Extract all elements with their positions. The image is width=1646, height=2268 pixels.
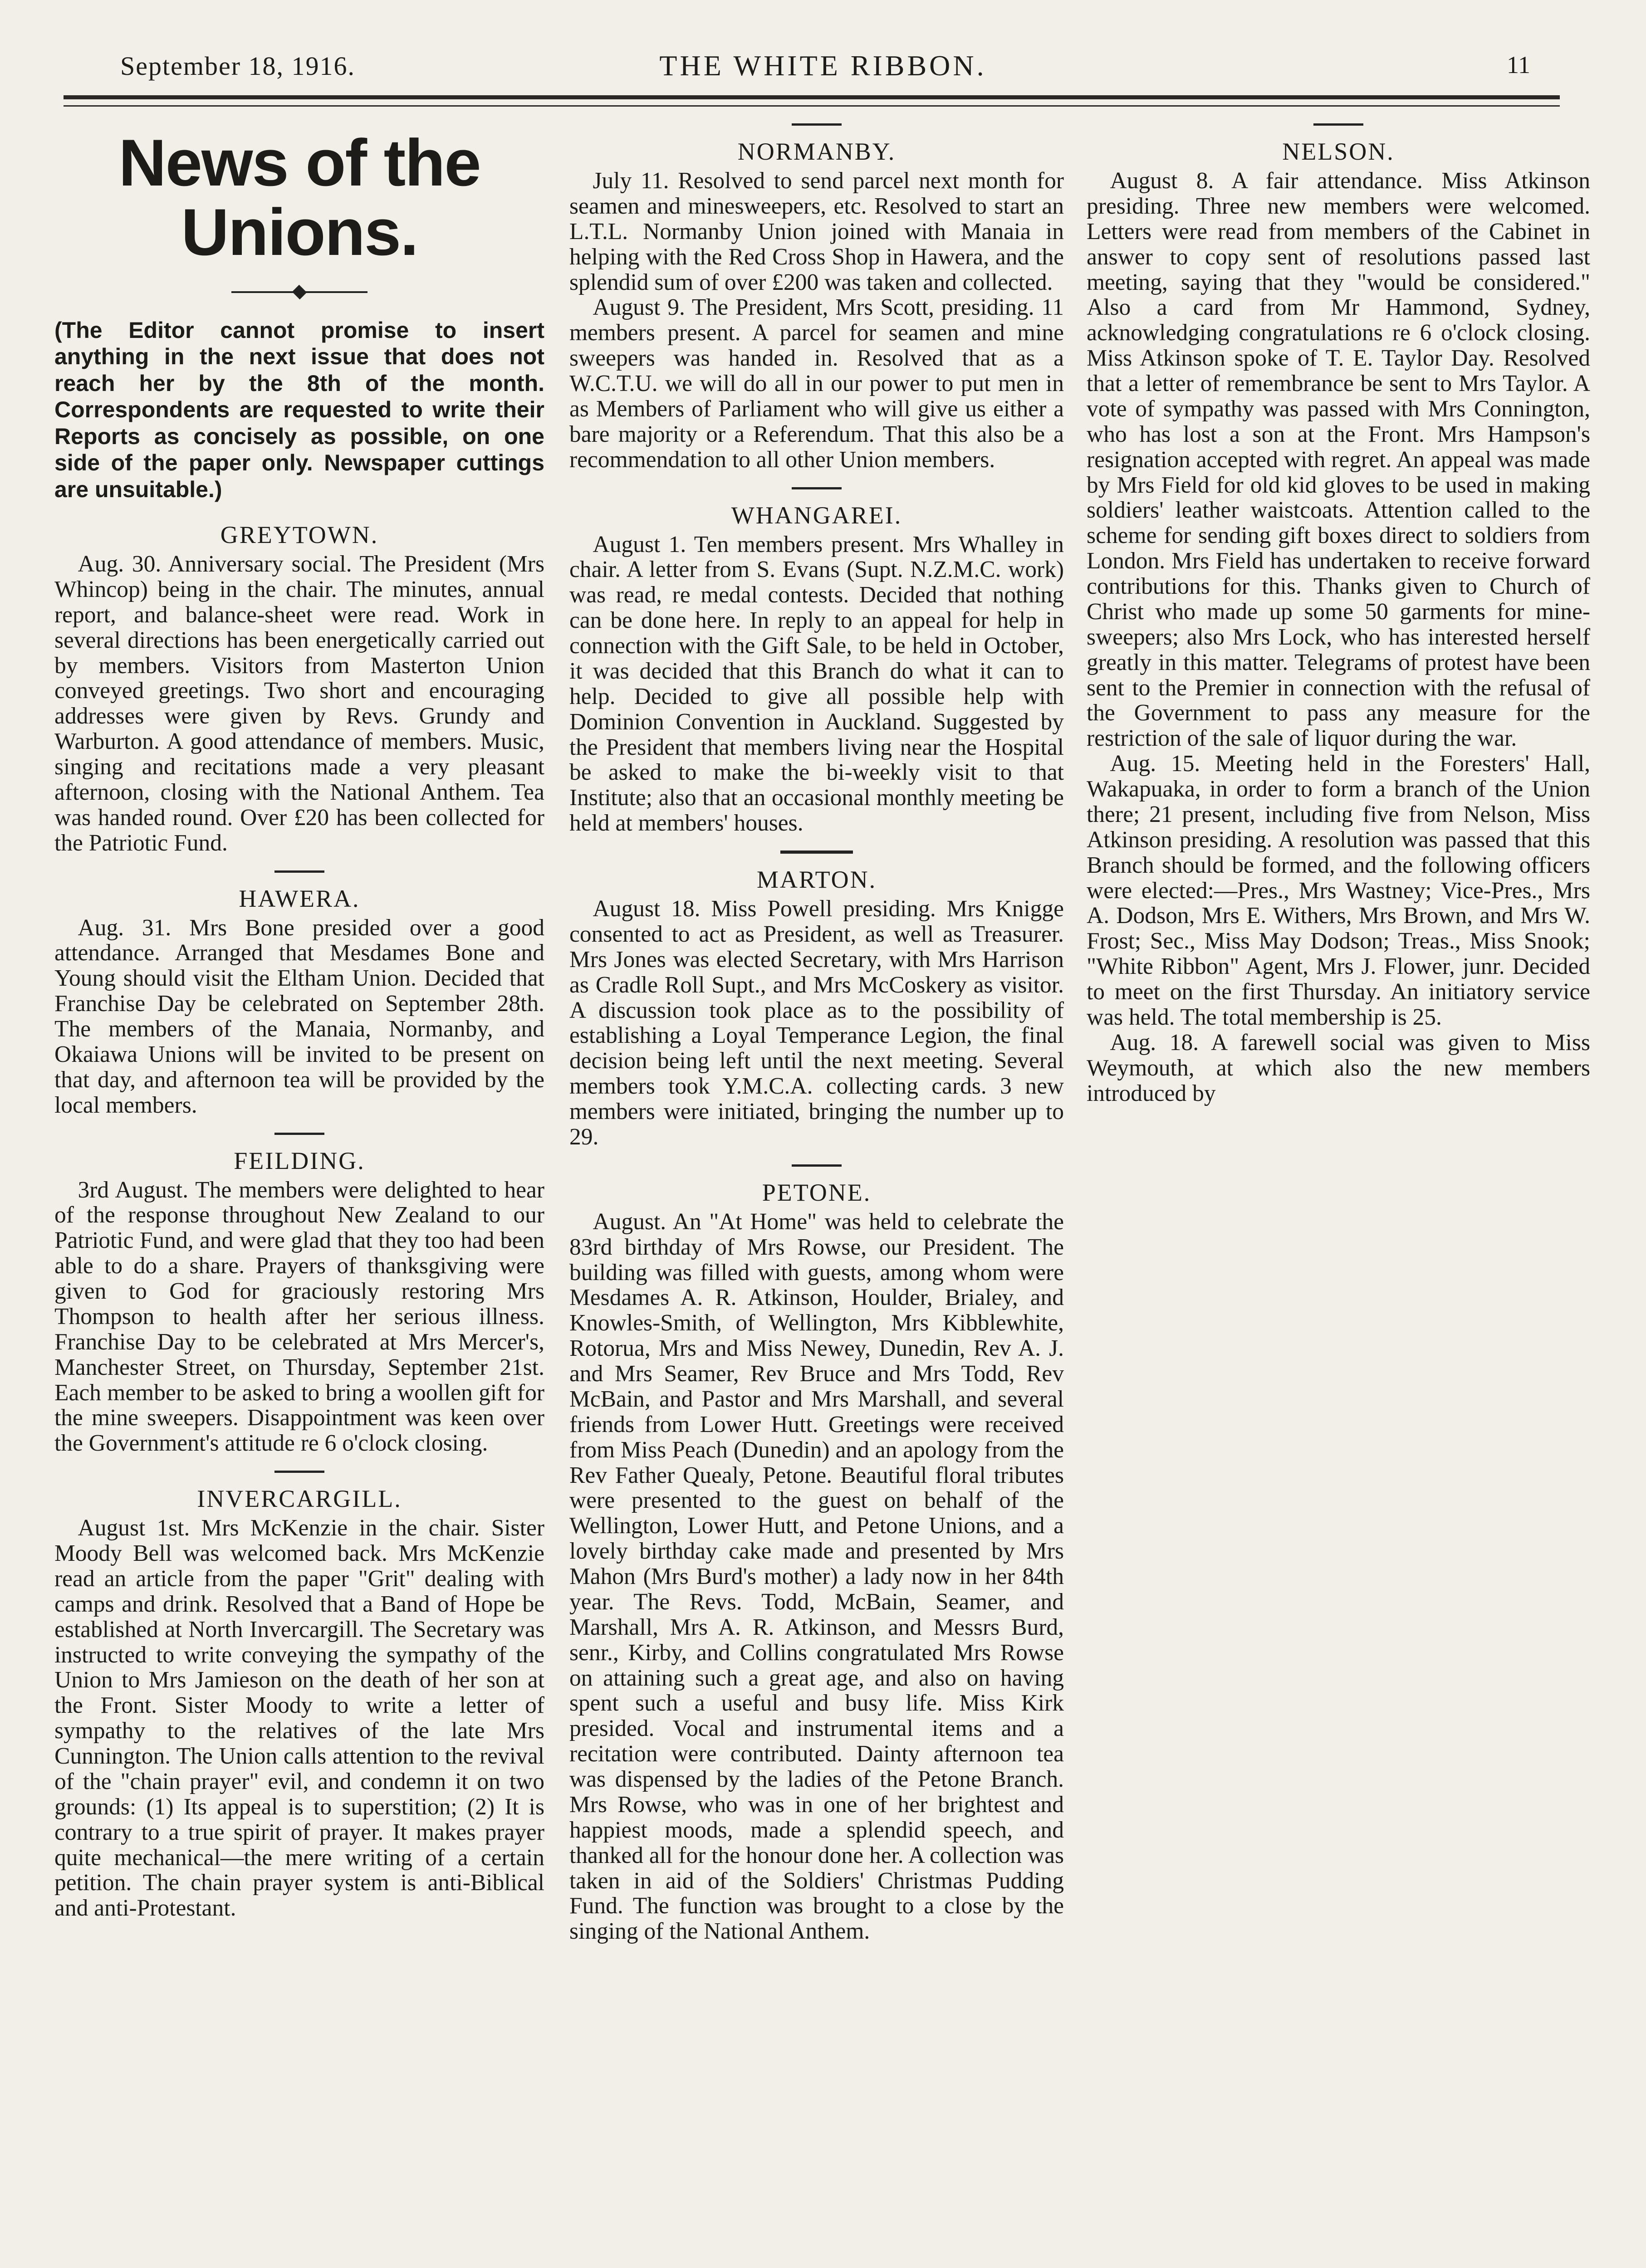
page-number: 11 (1507, 51, 1530, 78)
header-rule-thin (64, 105, 1560, 107)
section-paragraph: August 9. The President, Mrs Scott, presiding. 11 members present. A parcel for seamen and mine sweepers was handed in. Resolved that as a W.C.T.U. we will do all in our power to put men in as Members of Parliament who will give us either a bare majority or a Referendum. That this also be a recommendation to all other Union members. (569, 294, 1064, 473)
section-heading-normanby: NORMANBY. (737, 138, 896, 165)
section-paragraph: August. An "At Home" was held to celebrate the 83rd birthday of Mrs Rowse, our President. The building was filled with guests, among whom were Mesdames A. R. Atkinson, Houlder, Brialey, and Knowles-Smith, of Wellington, Mrs Kibblewhite, Rotorua, Mrs and Miss Newey, Dunedin, Rev A. J. and Mrs Seamer, Rev Bruce and Mrs Todd, Rev McBain, and Pastor and Mrs Marshall, and several friends from Lower Hutt. Greetings were received from Miss Peach (Dunedin) and an apology from the Rev Father Quealy, Petone. Beautiful floral tributes were presented to the guest on behalf of the Wellington, Lower Hutt, and Petone Unions, and a lovely birthday cake made and presented by Mrs Mahon (Mrs Burd's mother) a lady now in her 84th year. The Revs. Todd, McBain, Seamer, and Marshall, Mrs A. R. Atkinson, and Messrs Burd, senr., Kirby, and Collins congratulated Mrs Rowse on attaining such a great age, and also on having spent such a useful and busy life. Miss Kirk presided. Vocal and instrumental items and a recitation were contributed. Dainty afternoon tea was dispensed by the ladies of the Petone Branch. Mrs Rowse, who was in one of her brightest and happiest moods, made a splendid speech, and thanked all for the honour done her. A collection was taken in aid of the Soldiers' Christmas Pudding Fund. The function was brought to a close by the singing of the National Anthem. (569, 1209, 1064, 1945)
header-rule-thick (64, 95, 1560, 99)
section-divider (780, 850, 853, 854)
section-paragraph: Aug. 31. Mrs Bone presided over a good attendance. Arranged that Mesdames Bone and Young should visit the Eltham Union. Decided that Franchise Day be celebrated on September 28th. The members of the Manaia, Normanby, and Okaiawa Unions will be invited to be present on that day, and afternoon tea will be provided by the local members. (54, 914, 544, 1118)
section-divider (1313, 123, 1363, 126)
section-heading-hawera: HAWERA. (239, 885, 360, 912)
column-1 (54, 119, 544, 2033)
section-divider (792, 1164, 842, 1167)
section-paragraph: Aug. 15. Meeting held in the Foresters' Hall, Wakapuaka, in order to form a branch of the Union there; 21 present, including five from Nelson, Miss Atkinson presiding. A resolution was passed that this Branch should be formed, and the following officers were elected:—Pres., Mrs Wastney; Vice-Pres., Mrs A. Dodson, Mrs E. Withers, Mrs Brown, and Mrs W. Frost; Sec., Miss May Dodson; Treas., Miss Snook; "White Ribbon" Agent, Mrs J. Flower, junr. Decided to meet on the first Thursday. An initiatory service was held. The total membership is 25. (1087, 751, 1590, 1030)
section-paragraph: August 18. Miss Powell presiding. Mrs Knigge consented to act as President, as well as Treasurer. Mrs Jones was elected Secretary, with Mrs Harrison as Cradle Roll Supt., and Mrs McCoskery as visitor. A discussion took place as to the possibility of establishing a Loyal Temperance Legion, the final decision being left until the next meeting. Several members took Y.M.C.A. collecting cards. 3 new members were initiated, bringing the number up to 29. (569, 896, 1064, 1150)
section-heading-greytown: GREYTOWN. (220, 521, 379, 549)
section-divider (792, 487, 842, 489)
title-ornament (231, 285, 367, 299)
section-heading-whangarei: WHANGAREI. (731, 501, 902, 529)
section-paragraph: August 1st. Mrs McKenzie in the chair. Sister Moody Bell was welcomed back. Mrs McKenzie read an article from the paper "Grit" dealing with camps and drink. Resolved that a Band of Hope be established at North Invercargill. The Secretary was instructed to write conveying the sympathy of the Union to Mrs Jamieson on the death of her son at the Front. Sister Moody to write a letter of sympathy to the relatives of the late Mrs Cunnington. The Union calls attention to the revival of the "chain prayer" evil, and condemn it on two grounds: (1) Its appeal is to superstition; (2) It is contrary to a true spirit of prayer. It makes prayer quite mechanical—the mere writing of a certain petition. The chain prayer system is anti-Biblical and anti-Protestant. (54, 1515, 544, 1921)
section-divider (792, 123, 842, 126)
section-divider (274, 1471, 324, 1473)
section-heading-petone: PETONE. (762, 1178, 872, 1206)
section-divider (274, 1133, 324, 1135)
column-3 (1087, 119, 1590, 1106)
page-title: News of the Unions. (118, 126, 480, 269)
section-heading-invercargill: INVERCARGILL. (197, 1485, 402, 1513)
section-paragraph: Aug. 30. Anniversary social. The President (Mrs Whincop) being in the chair. The minutes, annual report, and balance-sheet were read. Work in several directions has been energetically carried out by members. Visitors from Masterton Union conveyed greetings. Two short and encouraging addresses were given by Revs. Grundy and Warburton. A good attendance of members. Music, singing and recitations made a very pleasant afternoon, closing with the National Anthem. Tea was handed round. Over £20 has been collected for the Patriotic Fund. (54, 551, 544, 856)
page-header (64, 45, 1582, 95)
column-2 (569, 119, 1064, 2268)
masthead: THE WHITE RIBBON. (659, 49, 987, 82)
issue-date: September 18, 1916. (120, 51, 356, 81)
section-heading-marton: MARTON. (756, 866, 877, 893)
editor-notice: (The Editor cannot promise to insert anything in the next issue that does not reach her by the 8th of the month. Correspondents are requested to write their Reports as concisely as possible, on one side of the paper only. Newspaper cuttings are unsuitable.) (54, 317, 544, 502)
section-paragraph: 3rd August. The members were delighted to hear of the response throughout New Zealand to our Patriotic Fund, and were glad that they too had been able to do a share. Prayers of thanksgiving were given to God for graciously restoring Mrs Thompson to health after her serious illness. Franchise Day to be celebrated at Mrs Mercer's, Manchester Street, on Thursday, September 21st. Each member to be asked to bring a woollen gift for the mine sweepers. Disappointment was keen over the Government's attitude re 6 o'clock closing. (54, 1177, 544, 1457)
section-paragraph: August 8. A fair attendance. Miss Atkinson presiding. Three new members were welcomed. Letters were read from members of the Cabinet in answer to copy sent of resolutions passed last meeting, saying that they "would be considered." Also a card from Mr Hammond, Sydney, acknowledging congratulations re 6 o'clock closing. Miss Atkinson spoke of T. E. Taylor Day. Resolved that a letter of remembrance be sent to Mrs Taylor. A vote of sympathy was passed with Mrs Connington, who has lost a son at the Front. Mrs Hampson's resignation accepted with regret. An appeal was made by Mrs Field for old kid gloves to be used in making soldiers' leather waistcoats. Attention called to the scheme for sending gift boxes direct to soldiers from London. Mrs Field has undertaken to receive forward contributions for this. Thanks given to Church of Christ who made up some 50 garments for mine-sweepers; also Mrs Lock, who has interested herself greatly in this matter. Telegrams of protest have been sent to the Premier in connection with the refusal of the Government to pass any measure for the restriction of the sale of liquor during the war. (1087, 168, 1590, 752)
section-paragraph: Aug. 18. A farewell social was given to Miss Weymouth, at which also the new members introduced by (1087, 1029, 1590, 1106)
section-heading-feilding: FEILDING. (234, 1147, 365, 1174)
section-paragraph: August 1. Ten members present. Mrs Whalley in chair. A letter from S. Evans (Supt. N.Z.M.C. work) was read, re medal contests. Decided that nothing can be done here. In reply to an appeal for help in connection with the Gift Sale, to be held in October, it was decided that this Branch do what it can to help. Decided to give all possible help with Dominion Convention in Auckland. Suggested by the President that members living near the Hospital be asked to make the bi-weekly visit to that Institute; also that an occasional monthly meeting be held at members' houses. (569, 531, 1064, 836)
section-paragraph: July 11. Resolved to send parcel next month for seamen and minesweepers, etc. Resolved to start an L.T.L. Normanby Union joined with Manaia in helping with the Red Cross Shop in Hawera, and the splendid sum of over £200 was taken and collected. (569, 168, 1064, 295)
section-divider (274, 870, 324, 873)
section-heading-nelson: NELSON. (1282, 138, 1395, 165)
